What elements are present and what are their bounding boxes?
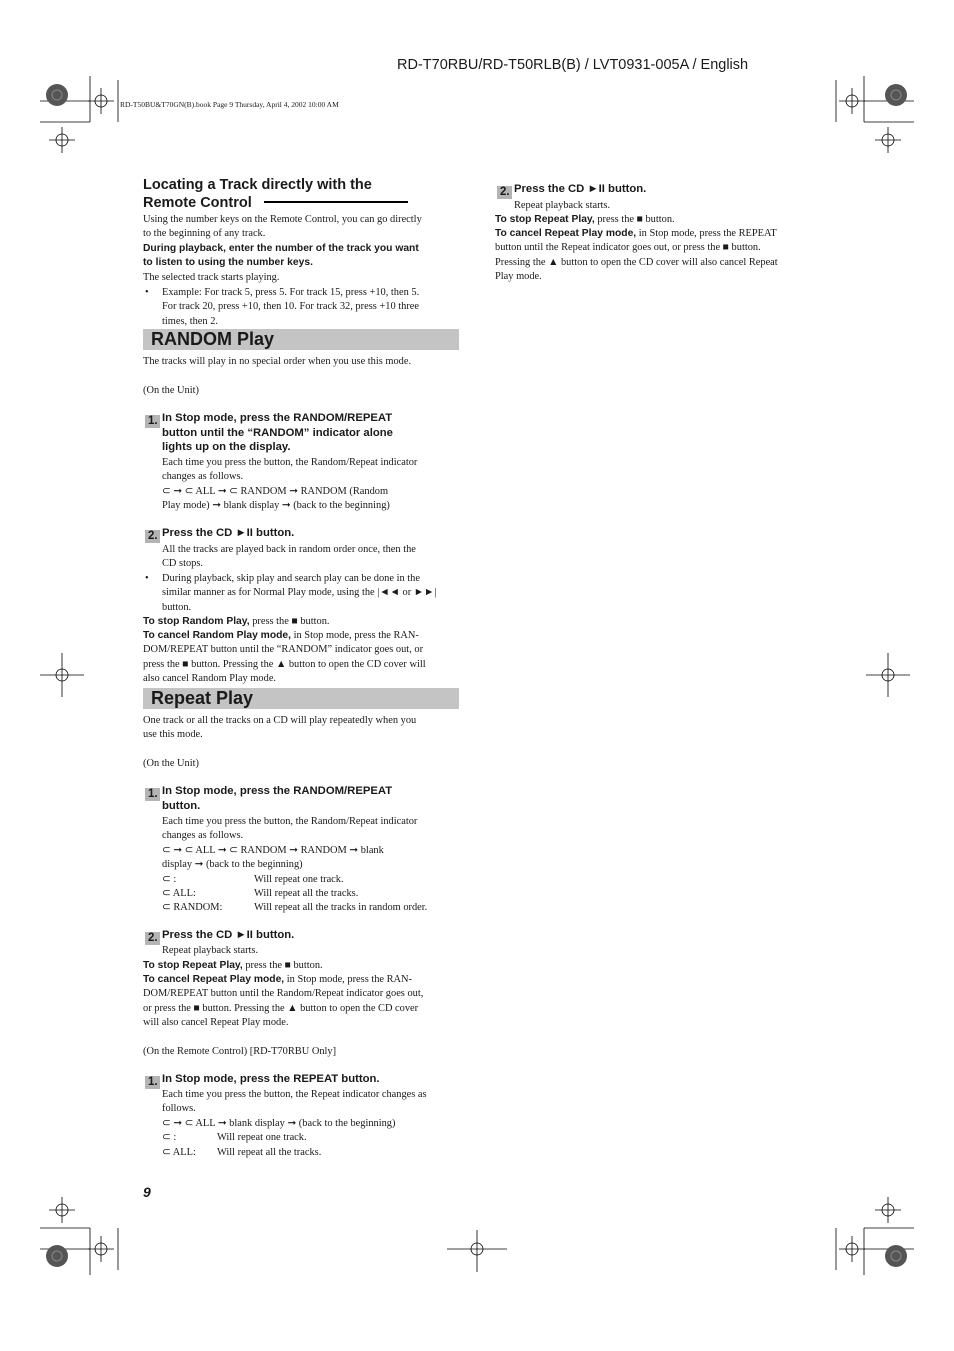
repeat-one-icon: ⊂ — [162, 1117, 171, 1129]
arrow-icon: ➞ — [289, 844, 298, 856]
on-unit-label: (On the Unit) — [143, 385, 199, 396]
crosshair-icon — [875, 127, 901, 153]
registration-disc-icon — [46, 1245, 68, 1267]
arrow-icon: ➞ — [287, 1117, 297, 1129]
random-step-2-text: Press the CD ►II button. — [162, 527, 295, 539]
random-step-2-desc: All the tracks are played back in random order once, then the CD stops. — [162, 544, 416, 570]
arrow-icon: ➞ — [173, 485, 183, 497]
step-number: 2. — [145, 932, 160, 945]
repeat-icon: ⊂ — [162, 902, 171, 914]
random-cancel-note: To cancel Random Play mode, in Stop mode, press the RAN- DOM/REPEAT button until the “RANDOM” indicator goes out, or press the ■ button. Pressing the ▲ button to open the CD cover will also cancel Random Play mode. — [143, 630, 426, 685]
crosshair-icon — [839, 88, 865, 114]
repeat-icon: ⊂ — [184, 485, 194, 497]
repeat-icon: ⊂ — [162, 888, 171, 900]
repeat-icon: ⊂ — [184, 844, 194, 856]
legend-row: ⊂ RANDOM: Will repeat all the tracks in random order. — [162, 902, 428, 914]
repeat-icon: ⊂ — [229, 485, 238, 497]
repeat-intro: One track or all the tracks on a CD will play repeatedly when you use this mode. — [143, 715, 417, 741]
arrow-icon: ➞ — [217, 844, 227, 856]
step-number: 1. — [145, 788, 160, 801]
legend-row: ⊂ : Will repeat one track. — [162, 1132, 307, 1144]
repeat-step-1 — [145, 784, 163, 802]
step-number: 1. — [145, 415, 160, 428]
on-unit-label: (On the Unit) — [143, 758, 199, 769]
random-step-1-desc: Each time you press the button, the Random/Repeat indicator changes as follows. ⊂ ➞ ⊂ ALL ➞ ⊂ RANDOM ➞ RANDOM (Random Play mode) ➞ blank display ➞ (back to the beginning) — [162, 457, 418, 512]
repeat-stop-note: To stop Repeat Play, press the ■ button. — [143, 960, 323, 971]
repeat-one-icon: ⊂ — [162, 1132, 171, 1144]
right-step-2-text: Press the CD ►II button. — [514, 183, 647, 195]
legend-row: ⊂ ALL: Will repeat all the tracks. — [162, 1146, 322, 1158]
repeat-cancel-note: To cancel Repeat Play mode, in Stop mode, press the RAN- DOM/REPEAT button until the Random/Repeat indicator goes out, or press the ■ button. Pressing the ▲ button to open the CD cover will also cancel Repeat Play mode. — [143, 974, 424, 1029]
model-header: RD-T70RBU/RD-T50RLB(B) / LVT0931-005A / English — [397, 57, 749, 73]
indicator-sequence: ⊂ ➞ ⊂ ALL ➞ blank display ➞ (back to the beginning) — [162, 1117, 396, 1129]
arrow-icon: ➞ — [217, 1117, 227, 1129]
repeat-step-2 — [145, 928, 163, 946]
indicator-sequence: ⊂ ➞ ⊂ ALL ➞ ⊂ RANDOM ➞ RANDOM ➞ blank — [162, 844, 384, 856]
book-info-line: RD-T50BU&T70GN(B).book Page 9 Thursday, April 4, 2002 10:00 AM — [120, 100, 339, 109]
repeat-section-header: Repeat Play — [143, 688, 459, 709]
random-section-header: RANDOM Play — [143, 329, 459, 350]
step-number: 2. — [145, 530, 160, 543]
right-step-2 — [497, 182, 515, 200]
arrow-icon: ➞ — [173, 844, 183, 856]
indicator-sequence: ⊂ ➞ ⊂ ALL ➞ ⊂ RANDOM ➞ RANDOM (Random — [162, 485, 389, 497]
locating-instruction: During playback, enter the number of the track you want to listen to using the number keys. — [143, 243, 419, 269]
repeat-step-1-desc: Each time you press the button, the Random/Repeat indicator changes as follows. ⊂ ➞ ⊂ ALL ➞ ⊂ RANDOM ➞ RANDOM ➞ blank display ➞ (back to the beginning) ⊂ : Will repeat one track. ⊂ ALL: Will repeat all the tracks. ⊂ RANDOM: Will repeat all the tracks in random order. — [162, 815, 417, 916]
bullet: • — [145, 573, 149, 584]
repeat-step-1-text: In Stop mode, press the RANDOM/REPEAT button. — [162, 785, 393, 812]
repeat-step-2-desc: Repeat playback starts. — [162, 945, 259, 956]
random-stop-note: To stop Random Play, press the ■ button. — [143, 616, 330, 627]
random-step-1-text: In Stop mode, press the RANDOM/REPEAT button until the “RANDOM” indicator alone lights up on the display. — [162, 412, 393, 453]
legend-row: ⊂ ALL: Will repeat all the tracks. — [162, 888, 359, 900]
crosshair-icon — [447, 1230, 507, 1272]
page-number: 9 — [143, 1184, 151, 1200]
arrow-icon: ➞ — [217, 485, 227, 497]
random-intro: The tracks will play in no special order when you use this mode. — [143, 356, 412, 367]
arrow-icon: ➞ — [173, 1117, 183, 1129]
repeat-step-2-text: Press the CD ►II button. — [162, 929, 295, 941]
arrow-icon: ➞ — [289, 485, 298, 497]
repeat-one-icon: ⊂ — [162, 485, 171, 497]
locating-title: Locating a Track directly with the Remote Control — [143, 176, 408, 212]
remote-step-1-desc: Each time you press the button, the Repeat indicator changes as follows. ⊂ ➞ ⊂ ALL ➞ blank display ➞ (back to the beginning) ⊂ : Will repeat one track. ⊂ ALL: Will repeat all the tracks. — [162, 1088, 427, 1160]
repeat-icon: ⊂ — [162, 1146, 171, 1158]
registration-disc-icon — [885, 84, 907, 106]
right-cancel-note: To cancel Repeat Play mode, in Stop mode, press the REPEAT button until the Repeat indicator goes out, or press the ■ button. Pressing the ▲ button to open the CD cover will also cancel Repeat Play mode. — [495, 228, 778, 283]
remote-control-label: (On the Remote Control) [RD-T70RBU Only] — [143, 1046, 337, 1057]
right-step-2-desc: Repeat playback starts. — [514, 200, 611, 211]
right-stop-note: To stop Repeat Play, press the ■ button. — [495, 214, 675, 225]
locating-example: Example: For track 5, press 5. For track 15, press +10, then 5. For track 20, press +10, then 10. For track 32, press +10 three times, then 2. — [162, 287, 420, 327]
arrow-icon: ➞ — [212, 500, 221, 512]
registration-disc-icon — [885, 1245, 907, 1267]
crosshair-icon — [49, 1197, 75, 1223]
crosshair-icon — [866, 653, 910, 697]
registration-disc-icon — [46, 84, 68, 106]
crosshair-icon — [88, 88, 114, 114]
repeat-one-icon: ⊂ — [162, 873, 171, 885]
crosshair-icon — [88, 1236, 114, 1262]
arrow-icon: ➞ — [349, 844, 359, 856]
bullet: • — [145, 287, 149, 298]
title-rule — [264, 201, 408, 203]
arrow-icon: ➞ — [281, 500, 291, 512]
legend-row: ⊂ : Will repeat one track. — [162, 873, 344, 885]
random-skip-note: During playback, skip play and search play can be done in the similar manner as for Normal Play mode, using the |◄◄ or ►►| button. — [162, 573, 437, 613]
locating-result: The selected track starts playing. — [143, 272, 280, 283]
crosshair-icon — [839, 1236, 865, 1262]
random-step-2 — [145, 526, 163, 544]
step-number: 2. — [497, 186, 512, 199]
step-number: 1. — [145, 1076, 160, 1089]
repeat-icon: ⊂ — [229, 844, 238, 856]
crosshair-icon — [49, 127, 75, 153]
crosshair-icon — [875, 1197, 901, 1223]
repeat-one-icon: ⊂ — [162, 844, 171, 856]
remote-step-1-text: In Stop mode, press the REPEAT button. — [162, 1073, 380, 1085]
repeat-icon: ⊂ — [184, 1117, 194, 1129]
crosshair-icon — [40, 653, 84, 697]
locating-intro: Using the number keys on the Remote Control, you can go directly to the beginning of any track. — [143, 214, 422, 240]
arrow-icon: ➞ — [194, 859, 204, 871]
random-step-1 — [145, 411, 163, 429]
remote-step-1 — [145, 1072, 163, 1090]
